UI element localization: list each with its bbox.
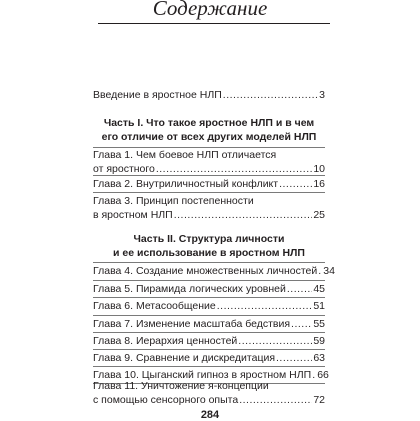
toc-page-number: 55 — [313, 318, 325, 330]
toc-entry-intro[interactable] — [93, 88, 325, 102]
divider — [93, 175, 325, 176]
divider — [93, 366, 325, 367]
toc-entry-chapter-6[interactable] — [93, 299, 325, 313]
divider — [93, 297, 325, 298]
toc-page-number: 51 — [313, 300, 325, 312]
part-1-title-line1: Часть I. Что такое яростное НЛП и в чем — [103, 117, 315, 129]
part-2-heading — [93, 232, 325, 260]
toc-entry-chapter-8[interactable] — [93, 334, 325, 348]
toc-entry-text-cont: с помощью сенсорного опыта — [93, 394, 239, 406]
toc-entry-chapter-4[interactable] — [93, 264, 335, 278]
toc-entry-chapter-11[interactable] — [93, 379, 325, 407]
toc-entry-text: Глава 7. Изменение масштаба бедствия — [93, 318, 291, 330]
part-1-title-line2: его отличие от всех других моделей НЛП — [101, 131, 317, 143]
leader-dots — [291, 317, 312, 331]
toc-page-number: 25 — [313, 209, 325, 221]
part-2-title-line1: Часть II. Структура личности — [133, 233, 285, 245]
toc-entry-chapter-7[interactable] — [93, 317, 325, 331]
toc-entry-text-cont: от яростного — [93, 163, 155, 175]
toc-page-number: 72 — [313, 394, 325, 406]
toc-entry-text: Глава 5. Пирамида логических уровней — [93, 283, 286, 295]
toc-entry-text: Глава 4. Создание множественных личностей — [93, 265, 318, 277]
toc-entry-text: Глава 3. Принцип постепенности — [93, 195, 254, 207]
leader-dots — [239, 393, 312, 407]
toc-entry-chapter-5[interactable] — [93, 282, 325, 296]
toc-entry-text: Глава 11. Уничтожение я-концепции — [93, 380, 269, 392]
leader-dots — [174, 208, 313, 222]
toc-entry-text: Глава 1. Чем боевое НЛП отличается — [93, 149, 277, 161]
leader-dots — [276, 351, 312, 365]
leader-dots — [238, 334, 312, 348]
leader-dots — [156, 162, 312, 176]
page-number: 284 — [200, 409, 220, 421]
toc-entry-chapter-1[interactable] — [93, 148, 325, 176]
toc-page-number: 63 — [313, 352, 325, 364]
divider — [93, 315, 325, 316]
leader-dots — [318, 264, 322, 278]
leader-dots — [217, 299, 313, 313]
toc-page-number: 34 — [323, 265, 335, 277]
toc-entry-text: Глава 2. Внутриличностный конфликт — [93, 178, 279, 190]
part-2-title-line2: и ее использование в яростном НЛП — [113, 247, 305, 259]
toc-entry-text: Глава 6. Метасообщение — [93, 300, 216, 312]
title-rule — [98, 23, 330, 24]
toc-page-number: 3 — [319, 89, 325, 101]
divider — [93, 332, 325, 333]
toc-entry-chapter-9[interactable] — [93, 351, 325, 365]
divider — [93, 262, 325, 263]
divider — [93, 280, 325, 281]
toc-entry-text: Глава 10. Цыганский гипноз в яростном НЛП — [93, 369, 312, 381]
toc-entry-text: Введение в яростное НЛП — [93, 89, 222, 101]
leader-dots — [279, 177, 312, 191]
page-title: Содержание — [152, 0, 268, 20]
toc-entry-text: Глава 8. Иерархия ценностей — [93, 335, 238, 347]
toc-entry-text: Глава 9. Сравнение и дискредитация — [93, 352, 276, 364]
toc-page-number: 16 — [313, 178, 325, 190]
divider — [93, 192, 325, 193]
toc-page-number: 66 — [317, 369, 329, 381]
toc-page-number: 10 — [313, 163, 325, 175]
divider — [93, 349, 325, 350]
toc-entry-text-cont: в яростном НЛП — [93, 209, 173, 221]
toc-entry-chapter-2[interactable] — [93, 177, 325, 191]
leader-dots — [287, 282, 312, 296]
leader-dots — [223, 88, 318, 102]
toc-entry-chapter-3[interactable] — [93, 194, 325, 222]
part-1-heading — [93, 116, 325, 144]
toc-page-number: 59 — [313, 335, 325, 347]
toc-page-number: 45 — [313, 283, 325, 295]
